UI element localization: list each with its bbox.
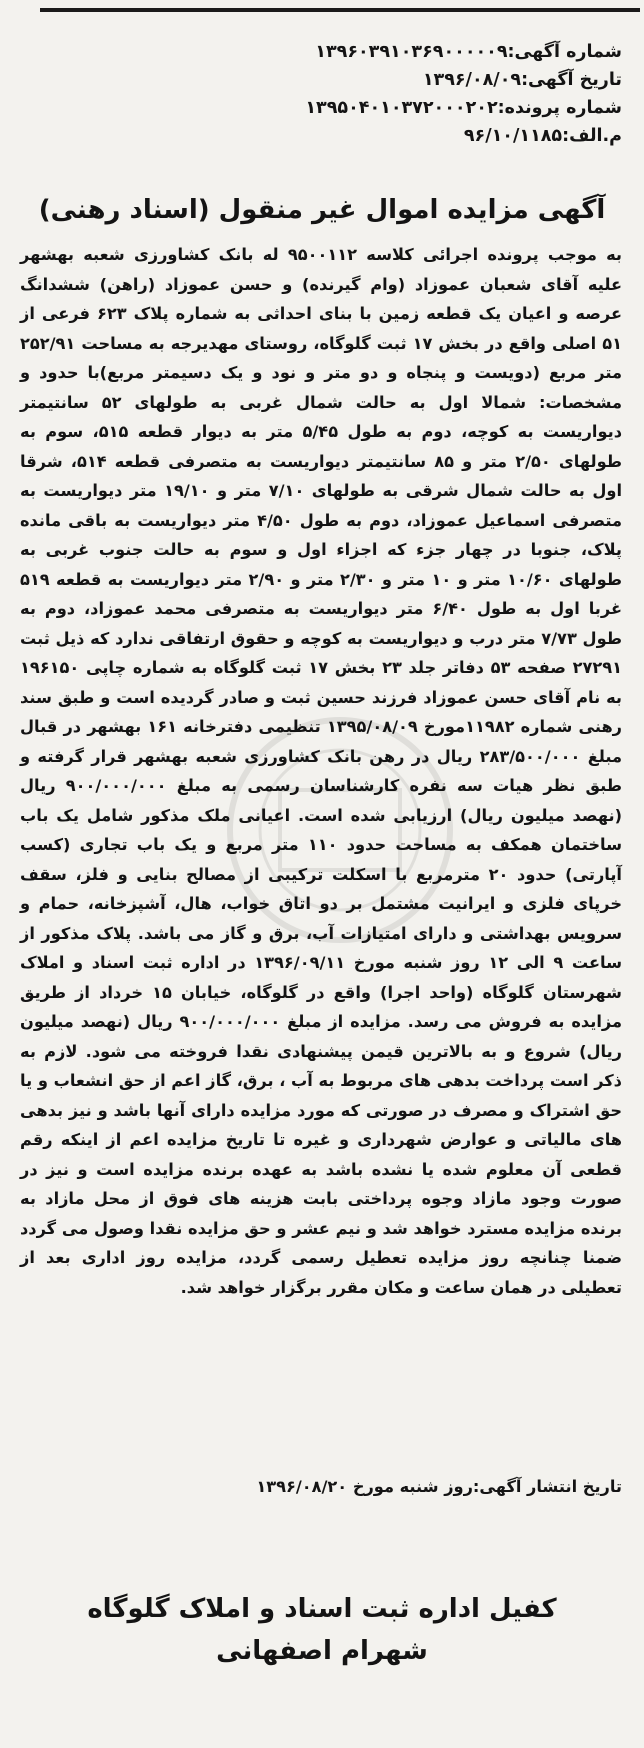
notice-number: شماره آگهی:۱۳۹۶۰۳۹۱۰۳۶۹۰۰۰۰۰۹ bbox=[315, 42, 622, 62]
notice-header bbox=[18, 38, 622, 150]
notice-body: به موجب پرونده اجرائی کلاسه ۹۵۰۰۱۱۲ له بانک کشاورزی شعبه بهشهر علیه آقای شعبان عموزاد (وام گیرنده) و حسن عموزاد (راهن) ششدانگ عرصه و اعیان یک قطعه زمین با بنای احداثی به شماره پلاک ۶۲۳ فرعی از ۵۱ اصلی واقع در بخش ۱۷ ثبت گلوگاه، روستای مهدیرجه به مساحت ۲۵۲/۹۱ متر مربع (دویست و پنجاه و دو متر و نود و یک دسیمتر مربع)با حدود و مشخصات: شمالا اول به حالت شمال غربی به طولهای ۵۲ سانتیمتر دیواریست به کوچه، دوم به طول ۵/۴۵ متر به دیوار قطعه ۵۱۵، سوم به طولهای ۲/۵۰ متر و ۸۵ سانتیمتر دیواریست به متصرفی قطعه ۵۱۴، شرقا اول به حالت شمال شرقی به طولهای ۷/۱۰ متر و ۱۹/۱۰ متر دیواریست به متصرفی اسماعیل عموزاد، دوم به طول ۴/۵۰ متر دیواریست به باقی مانده پلاک، جنوبا در چهار جزء که اجزاء اول و سوم به حالت جنوب غربی به طولهای ۱۰/۶۰ متر و ۱۰ متر و ۲/۳۰ متر و ۲/۹۰ متر دیواریست به قطعه ۵۱۹ غربا اول به طول ۶/۴۰ متر دیواریست به متصرفی محمد عموزاد، دوم به طول ۷/۷۳ متر درب و دیواریست به کوچه و حقوق ارتفاقی ندارد که ذیل ثبت ۲۷۲۹۱ صفحه ۵۳ دفاتر جلد ۲۳ بخش ۱۷ ثبت گلوگاه به شماره چاپی ۱۹۶۱۵۰ به نام آقای حسن عموزاد فرزند حسین ثبت و صادر گردیده است و طبق سند رهنی شماره ۱۱۹۸۲مورخ ۱۳۹۵/۰۸/۰۹ تنظیمی دفترخانه ۱۶۱ بهشهر در قبال مبلغ ۲۸۳/۵۰۰/۰۰۰ ریال در رهن بانک کشاورزی شعبه بهشهر قرار گرفته و طبق نظر هیات سه نفره کارشناسان رسمی به مبلغ ۹۰۰/۰۰۰/۰۰۰ ریال (نهصد میلیون ریال) ارزیابی شده است. اعیانی ملک مذکور شامل یک باب ساختمان همکف به مساحت حدود ۱۱۰ متر مربع و یک باب تجاری (کسب آپارتی) حدود ۲۰ مترمربع با اسکلت ترکیبی از مصالح بنایی و فلز، سقف خرپای فلزی و ایرانیت مشتمل بر دو اتاق خواب، هال، آشپزخانه، حمام و سرویس بهداشتی و دارای امتیازات آب، برق و گاز می باشد. پلاک مذکور از ساعت ۹ الی ۱۲ روز شنبه مورخ ۱۳۹۶/۰۹/۱۱ در اداره ثبت اسناد و املاک شهرستان گلوگاه (واحد اجرا) واقع در گلوگاه، خیابان ۱۵ خرداد از طریق مزایده به فروش می رسد. مزایده از مبلغ ۹۰۰/۰۰۰/۰۰۰ ریال (نهصد میلیون ریال) شروع و به بالاترین قیمن پیشنهادی نقدا فروخته می شود. لازم به ذکر است پرداخت بدهی های مربوط به آب ، برق، گاز اعم از حق انشعاب و یا حق اشتراک و مصرف در صورتی که مورد مزایده دارای آنها باشد و نیز بدهی های مالیاتی و عوارض شهرداری و غیره تا تاریخ مزایده اعم از اینکه رقم قطعی آن معلوم شده یا نشده باشد به عهده برنده مزایده است و نیز در صورت وجود مازاد وجوه پرداختی بابت هزینه های فوق از محل مازاد به برنده مزایده مسترد خواهد شد و نیم عشر و حق مزایده نقدا وصول می گردد ضمنا چنانچه روز مزایده تعطیل رسمی گردد، مزایده روز اداری بعد از تعطیلی در همان ساعت و مکان مقرر برگزار خواهد شد. bbox=[20, 245, 623, 1297]
signature-block bbox=[0, 1588, 644, 1672]
notice-title: آگهی مزایده اموال غیر منقول (اسناد رهنی) bbox=[38, 195, 606, 225]
signature-name: شهرام اصفهانی bbox=[216, 1636, 428, 1666]
top-rule bbox=[40, 8, 640, 12]
publish-date: تاریخ انتشار آگهی:روز شنبه مورخ ۱۳۹۶/۰۸/۲۰ bbox=[256, 1477, 622, 1496]
signature-office: کفیل اداره ثبت اسناد و املاک گلوگاه bbox=[87, 1594, 557, 1624]
file-number: شماره پرونده:۱۳۹۵۰۴۰۱۰۳۷۲۰۰۰۲۰۲ bbox=[305, 98, 622, 118]
reference-number: م.الف:۹۶/۱۰/۱۱۸۵ bbox=[463, 126, 622, 146]
notice-date: تاریخ آگهی:۱۳۹۶/۰۸/۰۹ bbox=[422, 70, 622, 90]
